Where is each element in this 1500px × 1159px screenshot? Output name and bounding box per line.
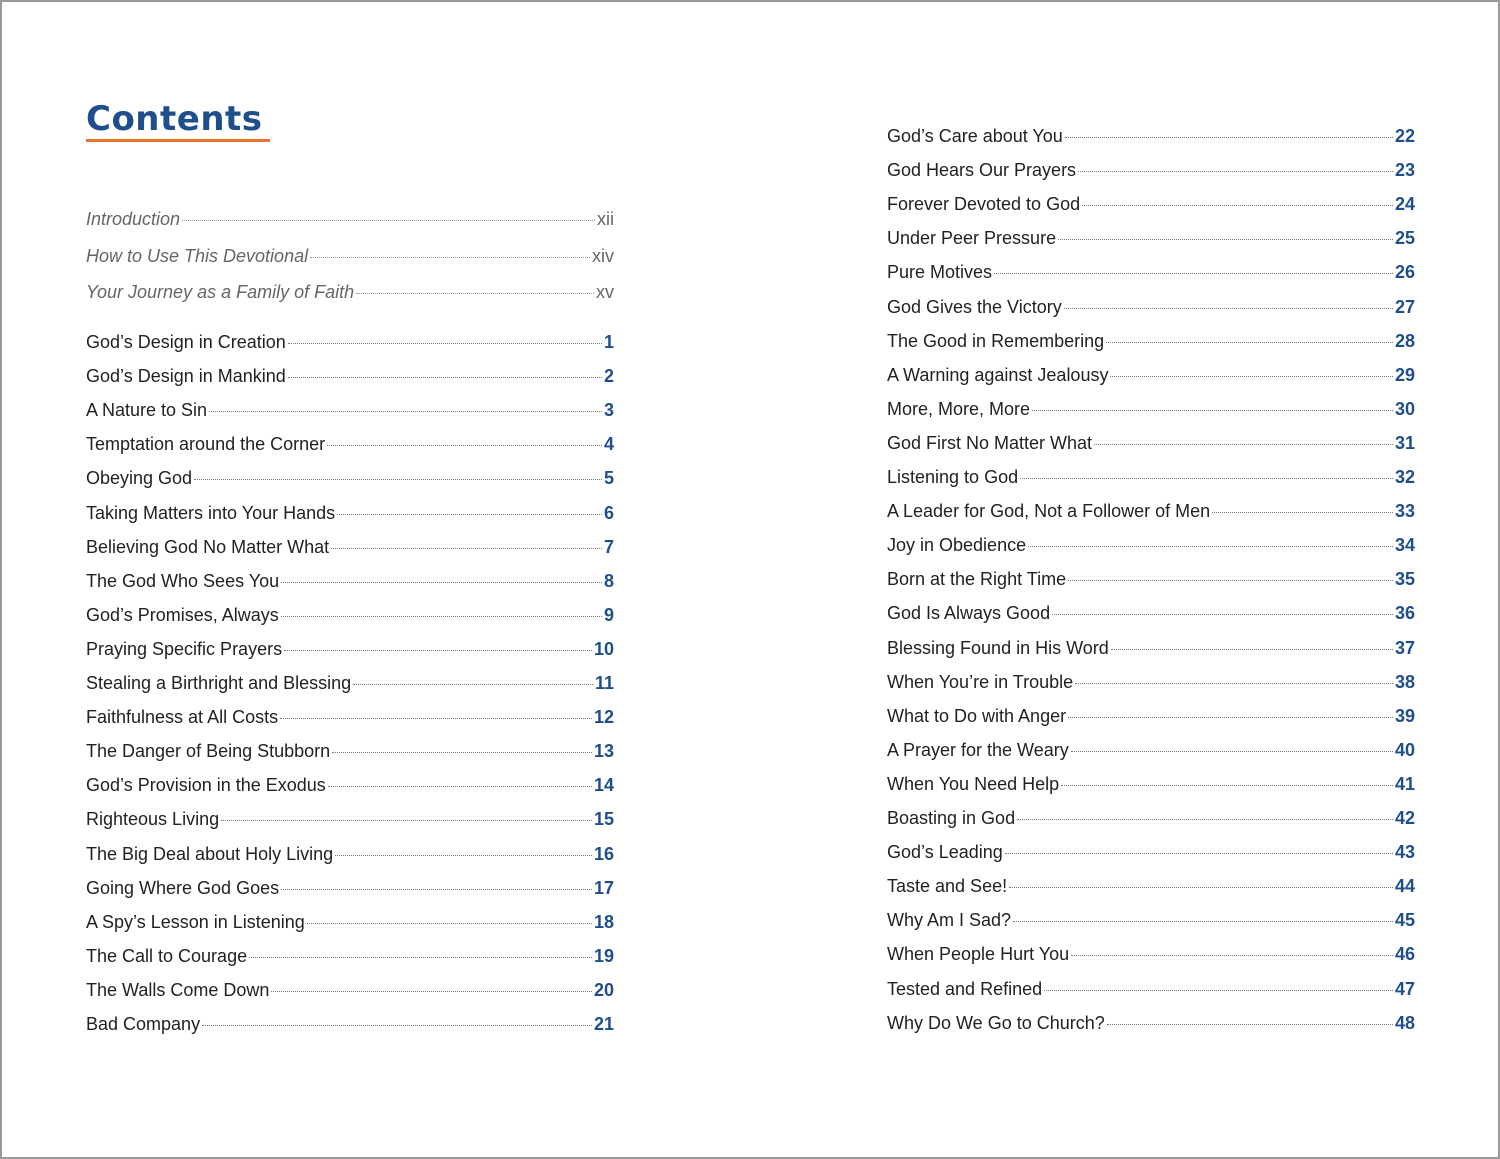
toc-entry (887, 600, 1415, 626)
dot-leader (1071, 751, 1393, 752)
toc-entry (86, 602, 614, 628)
entry-title: The Danger of Being Stubborn (86, 741, 331, 762)
toc-entry (887, 976, 1415, 1002)
page-number: 4 (603, 434, 614, 455)
entry-title: God’s Design in Mankind (86, 366, 286, 387)
toc-entry (86, 363, 614, 389)
page-number: xv (596, 282, 614, 302)
dot-leader (327, 445, 602, 446)
toc-entry (887, 328, 1415, 354)
dot-leader (1082, 205, 1393, 206)
page-number: 19 (593, 945, 614, 966)
toc-entry (86, 1011, 614, 1037)
entry-title: Why Am I Sad? (887, 910, 1012, 931)
right-contents-list (887, 123, 1415, 1039)
toc-entry (86, 977, 614, 1003)
page-number: 21 (593, 1014, 614, 1034)
dot-leader (356, 293, 594, 294)
entry-title: When You Need Help (887, 773, 1060, 794)
page-number: 44 (1394, 876, 1415, 897)
toc-entry (887, 839, 1415, 865)
toc-entry (86, 909, 614, 935)
entry-title: Righteous Living (86, 809, 220, 830)
entry-title: Why Do We Go to Church? (887, 1012, 1105, 1033)
dot-leader (1068, 580, 1393, 581)
entry-title: God’s Design in Creation (86, 332, 286, 352)
entry-title: Temptation around the Corner (86, 434, 326, 455)
dot-leader (331, 548, 602, 549)
page-number: 11 (594, 673, 614, 693)
page-number: 35 (1394, 569, 1415, 590)
toc-entry (86, 636, 614, 662)
toc-entry (887, 873, 1415, 899)
dot-leader (1009, 887, 1393, 888)
entry-title: God’s Provision in the Exodus (86, 775, 326, 796)
page-number: 23 (1394, 160, 1415, 181)
toc-entry (86, 772, 614, 798)
page-number: 7 (603, 536, 614, 557)
entry-title: The God Who Sees You (86, 570, 280, 591)
dot-leader (335, 855, 592, 856)
page-number: 5 (603, 468, 614, 489)
toc-entry (887, 430, 1415, 456)
entry-title: Your Journey as a Family of Faith (86, 282, 355, 302)
toc-entry (887, 362, 1415, 388)
toc-entry (887, 771, 1415, 797)
title-underline (86, 139, 270, 142)
toc-entry (887, 396, 1415, 422)
page-title: Contents (86, 99, 263, 139)
toc-entry (86, 397, 614, 423)
toc-entry (86, 875, 614, 901)
entry-title: God First No Matter What (887, 432, 1093, 453)
dot-leader (328, 786, 592, 787)
entry-title: Stealing a Birthright and Blessing (86, 673, 352, 693)
entry-title: Born at the Right Time (887, 569, 1067, 590)
front-matter-entry (86, 243, 614, 269)
toc-entry (887, 191, 1415, 217)
dot-leader (1106, 342, 1393, 343)
dot-leader (1013, 921, 1393, 922)
dot-leader (1064, 308, 1393, 309)
entry-title: A Leader for God, Not a Follower of Men (887, 501, 1211, 522)
dot-leader (1212, 512, 1393, 513)
dot-leader (1061, 785, 1393, 786)
toc-entry (887, 941, 1415, 967)
entry-title: Obeying God (86, 468, 193, 489)
page-number: 22 (1394, 126, 1415, 146)
dot-leader (194, 479, 602, 480)
entry-title: God’s Leading (887, 842, 1003, 863)
dot-leader (284, 650, 592, 651)
entry-title: God’s Promises, Always (86, 604, 279, 625)
dot-leader (221, 820, 592, 821)
dot-leader (288, 343, 602, 344)
page-number: 47 (1394, 978, 1415, 999)
toc-entry (887, 1010, 1415, 1036)
page-number: 36 (1394, 603, 1415, 624)
page-number: 40 (1394, 739, 1415, 760)
dot-leader (288, 377, 602, 378)
toc-entry (887, 532, 1415, 558)
dot-leader (1044, 990, 1393, 991)
entry-title: The Call to Courage (86, 945, 248, 966)
page-number: 45 (1394, 910, 1415, 931)
entry-title: Forever Devoted to God (887, 194, 1081, 215)
dot-leader (1068, 717, 1393, 718)
entry-title: Pure Motives (887, 262, 993, 283)
dot-leader (281, 582, 602, 583)
page-number: 2 (603, 366, 614, 387)
page-number: 28 (1394, 330, 1415, 351)
toc-entry (86, 534, 614, 560)
page-number: 9 (603, 604, 614, 625)
entry-title: Believing God No Matter What (86, 536, 330, 557)
front-matter-entry (86, 206, 614, 232)
page-number: 38 (1394, 671, 1415, 692)
entry-title: The Walls Come Down (86, 979, 270, 1000)
toc-entry (887, 464, 1415, 490)
entry-title: Praying Specific Prayers (86, 638, 283, 659)
page-number: xiv (592, 245, 614, 266)
entry-title: Faithfulness at All Costs (86, 707, 279, 728)
page-number: 48 (1394, 1012, 1415, 1033)
entry-title: Tested and Refined (887, 978, 1043, 999)
page-number: 46 (1394, 944, 1415, 965)
entry-title: Bad Company (86, 1014, 201, 1034)
dot-leader (1107, 1024, 1393, 1025)
dot-leader (310, 257, 590, 258)
toc-entry (887, 669, 1415, 695)
page-number: 31 (1394, 432, 1415, 453)
toc-entry (86, 943, 614, 969)
entry-title: Under Peer Pressure (887, 228, 1057, 249)
page-number: 3 (603, 400, 614, 421)
toc-entry (887, 498, 1415, 524)
toc-entry (86, 431, 614, 457)
toc-entry (86, 841, 614, 867)
toc-entry (887, 703, 1415, 729)
dot-leader (1065, 137, 1393, 138)
dot-leader (1052, 614, 1393, 615)
toc-entry (86, 465, 614, 491)
page-number: 30 (1394, 398, 1415, 419)
dot-leader (1058, 239, 1393, 240)
page-number: 43 (1394, 842, 1415, 863)
toc-entry (86, 329, 614, 355)
toc-entry (887, 225, 1415, 251)
entry-title: Boasting in God (887, 808, 1016, 828)
page-number: 34 (1394, 535, 1415, 556)
dot-leader (1032, 410, 1393, 411)
toc-entry (86, 670, 614, 696)
page-number: 26 (1394, 262, 1415, 283)
dot-leader (202, 1025, 592, 1026)
entry-title: A Warning against Jealousy (887, 364, 1109, 385)
page-number: 17 (593, 877, 614, 898)
toc-entry (86, 704, 614, 730)
entry-title: How to Use This Devotional (86, 245, 309, 266)
dot-leader (332, 752, 592, 753)
dot-leader (1078, 171, 1393, 172)
page-number: 41 (1394, 773, 1415, 794)
page-number: 39 (1394, 705, 1415, 726)
toc-entry (86, 806, 614, 832)
dot-leader (1075, 683, 1393, 684)
toc-entry (86, 568, 614, 594)
entry-title: The Big Deal about Holy Living (86, 843, 334, 864)
dot-leader (994, 273, 1393, 274)
entry-title: God Is Always Good (887, 603, 1051, 624)
dot-leader (281, 889, 592, 890)
dot-leader (1094, 444, 1393, 445)
entry-title: God’s Care about You (887, 126, 1063, 146)
page-number: 16 (593, 843, 614, 864)
dot-leader (353, 684, 593, 685)
dot-leader (1071, 955, 1393, 956)
page-number: 18 (593, 911, 614, 932)
dot-leader (271, 991, 592, 992)
page-number: 12 (593, 707, 614, 728)
toc-entry (887, 157, 1415, 183)
toc-entry (887, 259, 1415, 285)
entry-title: What to Do with Anger (887, 705, 1067, 726)
page-number: xii (597, 209, 614, 229)
toc-entry (887, 294, 1415, 320)
entry-title: When People Hurt You (887, 944, 1070, 965)
toc-entry (86, 500, 614, 526)
left-contents-list (86, 329, 614, 1039)
dot-leader (280, 718, 592, 719)
page-number: 14 (593, 775, 614, 796)
page-number: 6 (603, 502, 614, 523)
toc-entry (887, 805, 1415, 831)
toc-entry (887, 907, 1415, 933)
page-number: 8 (603, 570, 614, 591)
dot-leader (337, 514, 602, 515)
entry-title: Going Where God Goes (86, 877, 280, 898)
dot-leader (1005, 853, 1393, 854)
page-number: 42 (1394, 808, 1415, 828)
page-number: 32 (1394, 467, 1415, 487)
page-number: 37 (1394, 637, 1415, 658)
entry-title: Taste and See! (887, 876, 1008, 897)
toc-entry (887, 566, 1415, 592)
page-number: 15 (593, 809, 614, 830)
page-number: 24 (1394, 194, 1415, 215)
toc-entry (887, 737, 1415, 763)
dot-leader (1017, 819, 1393, 820)
toc-entry (86, 738, 614, 764)
entry-title: Listening to God (887, 467, 1019, 487)
entry-title: Introduction (86, 209, 181, 229)
entry-title: A Prayer for the Weary (887, 739, 1069, 760)
dot-leader (1111, 649, 1393, 650)
page-number: 25 (1394, 228, 1415, 249)
page-number: 33 (1394, 501, 1415, 522)
dot-leader (209, 411, 602, 412)
dot-leader (307, 923, 592, 924)
toc-entry (887, 123, 1415, 149)
dot-leader (281, 616, 602, 617)
entry-title: Blessing Found in His Word (887, 637, 1109, 658)
toc-entry (887, 635, 1415, 661)
page-number: 20 (593, 979, 614, 1000)
front-matter-list (86, 206, 614, 310)
dot-leader (1110, 376, 1393, 377)
entry-title: A Nature to Sin (86, 400, 208, 421)
dot-leader (182, 220, 595, 221)
front-matter-entry (86, 279, 614, 305)
entry-title: God Gives the Victory (887, 296, 1062, 317)
entry-title: Taking Matters into Your Hands (86, 502, 336, 523)
entry-title: A Spy’s Lesson in Listening (86, 911, 305, 932)
dot-leader (1020, 478, 1393, 479)
dot-leader (1028, 546, 1393, 547)
page-number: 27 (1394, 296, 1415, 317)
dot-leader (249, 957, 592, 958)
page-number: 10 (593, 638, 614, 659)
entry-title: God Hears Our Prayers (887, 160, 1077, 181)
page-number: 1 (603, 332, 614, 352)
page-number: 29 (1394, 364, 1415, 385)
entry-title: Joy in Obedience (887, 535, 1027, 556)
entry-title: The Good in Remembering (887, 330, 1105, 351)
entry-title: More, More, More (887, 398, 1031, 419)
entry-title: When You’re in Trouble (887, 671, 1074, 692)
page-number: 13 (593, 741, 614, 762)
